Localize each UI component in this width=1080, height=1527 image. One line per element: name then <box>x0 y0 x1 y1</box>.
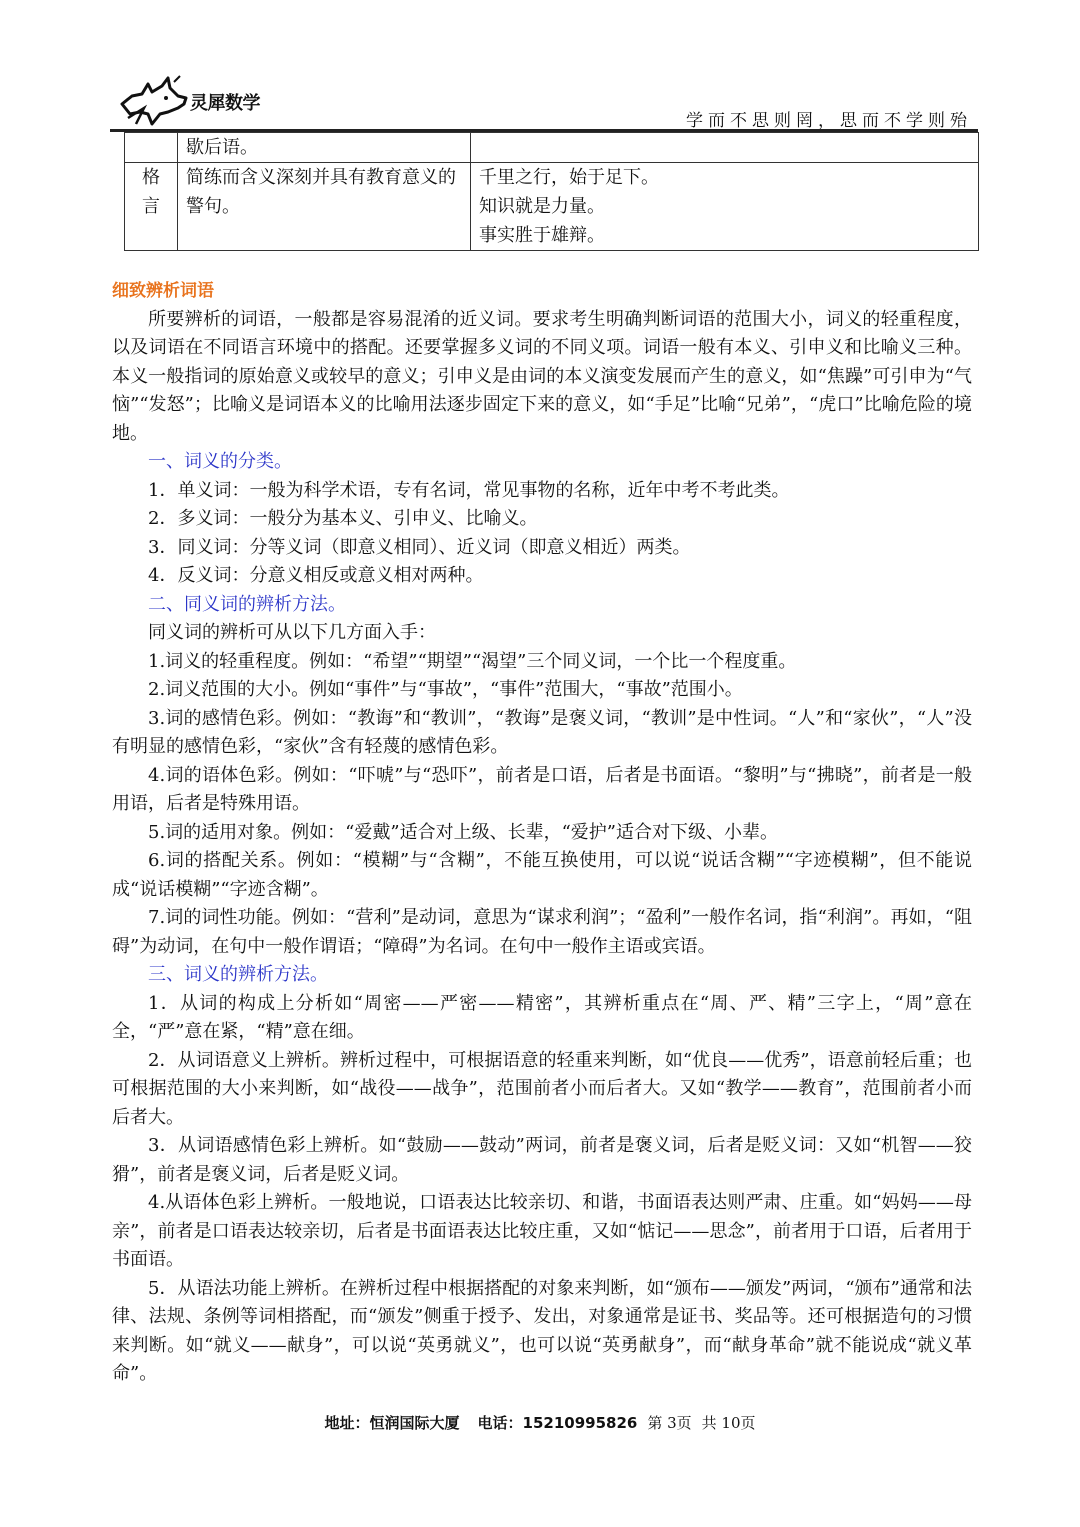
page-footer <box>0 1412 1080 1433</box>
footer-page-number: 第 3页 <box>647 1414 692 1432</box>
list-item: 4.词的语体色彩。例如：“吓唬”与“恐吓”，前者是口语，后者是书面语。“黎明”与“拂晓”，前者是一般用语，后者是特殊用语。 <box>112 764 972 814</box>
list-item: 5.词的适用对象。例如：“爱戴”适合对上级、长辈，“爱护”适合对下级、小辈。 <box>148 821 778 843</box>
table-row <box>125 133 979 163</box>
footer-address: 地址：恒润国际大厦 <box>324 1414 460 1432</box>
list-item: 3.词的感情色彩。例如：“教诲”和“教训”，“教诲”是褒义词，“教训”是中性词。“人”和“家伙”，“人”没有明显的感情色彩，“家伙”含有轻蔑的感情色彩。 <box>112 707 972 757</box>
list-item: 4.从语体色彩上辨析。一般地说，口语表达比较亲切、和谐，书面语表达则严肃、庄重。如“妈妈——母亲”，前者是口语表达较亲切，后者是书面语表达比较庄重，又如“惦记——思念”，前者用于口语，后者用于书面语。 <box>112 1192 972 1270</box>
header-motto: 学而不思则罔，思而不学则殆 <box>686 111 972 131</box>
list-item: 3．同义词：分等义词（即意义相同）、近义词（即意义相近）两类。 <box>148 536 691 558</box>
footer-phone: 电话：15210995826 <box>477 1414 638 1432</box>
list-item: 1．单义词：一般为科学术语，专有名词，常见事物的名称，近年中考不考此类。 <box>148 479 790 501</box>
examples-cell <box>471 133 979 163</box>
subheading-meaning-methods: 三、词义的辨析方法。 <box>148 964 328 985</box>
main-content <box>112 277 972 1389</box>
list-item: 2．从词语意义上辨析。辨析过程中，可根据语意的轻重来判断，如“优良——优秀”，语意前轻后重；也可根据范围的大小来判断，如“战役——战争”，范围前者小而后者大。又如“教学——教育”，范围前者小而后者大。 <box>112 1049 972 1128</box>
list-item: 5．从语法功能上辨析。在辨析过程中根据搭配的对象来判断，如“颁布——颁发”两词，“颁布”通常和法律、法规、条例等词相搭配，而“颁发”侧重于授予、发出，对象通常是证书、奖品等。还可根据造句的习惯来判断。如“就义——献身”，可以说“英勇就义”，也可以说“英勇献身”，而“献身革命”就不能说成“就义革命”。 <box>112 1277 972 1384</box>
subheading-synonym-methods: 二、同义词的辨析方法。 <box>148 593 346 615</box>
term-cell <box>125 133 178 163</box>
example-line: 千里之行，始于足下。 <box>479 167 659 188</box>
subheading-classification: 一、词义的分类。 <box>148 451 292 472</box>
list-item: 4．反义词：分意义相反或意义相对两种。 <box>148 565 484 586</box>
list-item: 3．从词语感情色彩上辨析。如“鼓励——鼓动”两词，前者是褒义词，后者是贬义词：又如“机智——狡猾”，前者是褒义词，后者是贬义词。 <box>112 1135 972 1185</box>
example-line: 知识就是力量。 <box>479 196 605 217</box>
list-item: 1．从词的构成上分析如“周密——严密——精密”，其辨析重点在“周、严、精”三字上，“周”意在全，“严”意在紧，“精”意在细。 <box>112 992 972 1042</box>
section-title: 细致辨析词语 <box>112 281 214 301</box>
list-item: 1.词义的轻重程度。例如：“希望”“期望”“渴望”三个同义词，一个比一个程度重。 <box>148 650 797 672</box>
table-row <box>125 163 979 251</box>
definition-cell: 歇后语。 <box>178 133 471 163</box>
list-item: 2．多义词：一般分为基本义、引申义、比喻义。 <box>148 508 538 529</box>
term-text: 格言 <box>142 167 160 217</box>
examples-cell <box>471 163 979 251</box>
logo-text: 灵犀数学 <box>190 93 260 114</box>
definition-cell: 简练而含义深刻并具有教育意义的警句。 <box>178 163 471 251</box>
list-item: 2.词义范围的大小。例如“事件”与“事故”，“事件”范围大，“事故”范围小。 <box>148 679 743 700</box>
definition-table <box>124 132 979 251</box>
example-line: 事实胜于雄辩。 <box>479 225 605 246</box>
term-cell <box>125 163 178 251</box>
lead-paragraph: 同义词的辨析可从以下几方面入手： <box>148 622 436 643</box>
list-item: 6.词的搭配关系。例如：“模糊”与“含糊”，不能互换使用，可以说“说话含糊”“字迹模糊”，但不能说成“说话模糊”“字迹含糊”。 <box>112 850 972 900</box>
list-item: 7.词的词性功能。例如：“营利”是动词，意思为“谋求利润”；“盈利”一般作名词，指“利润”。再如，“阻碍”为动词，在句中一般作谓语；“障碍”为名词。在句中一般作主语或宾语。 <box>112 907 972 957</box>
intro-paragraph: 所要辨析的词语，一般都是容易混淆的近义词。要求考生明确判断词语的范围大小，词义的轻重程度，以及词语在不同语言环境中的搭配。还要掌握多义词的不同义项。词语一般有本义、引申义和比喻义三种。本义一般指词的原始意义或较早的意义；引申义是由词的本义演变发展而产生的意义，如“焦躁”可引申为“气恼”“发怒”；比喻义是词语本义的比喻用法逐步固定下来的意义，如“手足”比喻“兄弟”，“虎口”比喻危险的境地。 <box>112 308 972 444</box>
footer-total-pages: 共 10页 <box>701 1414 756 1432</box>
